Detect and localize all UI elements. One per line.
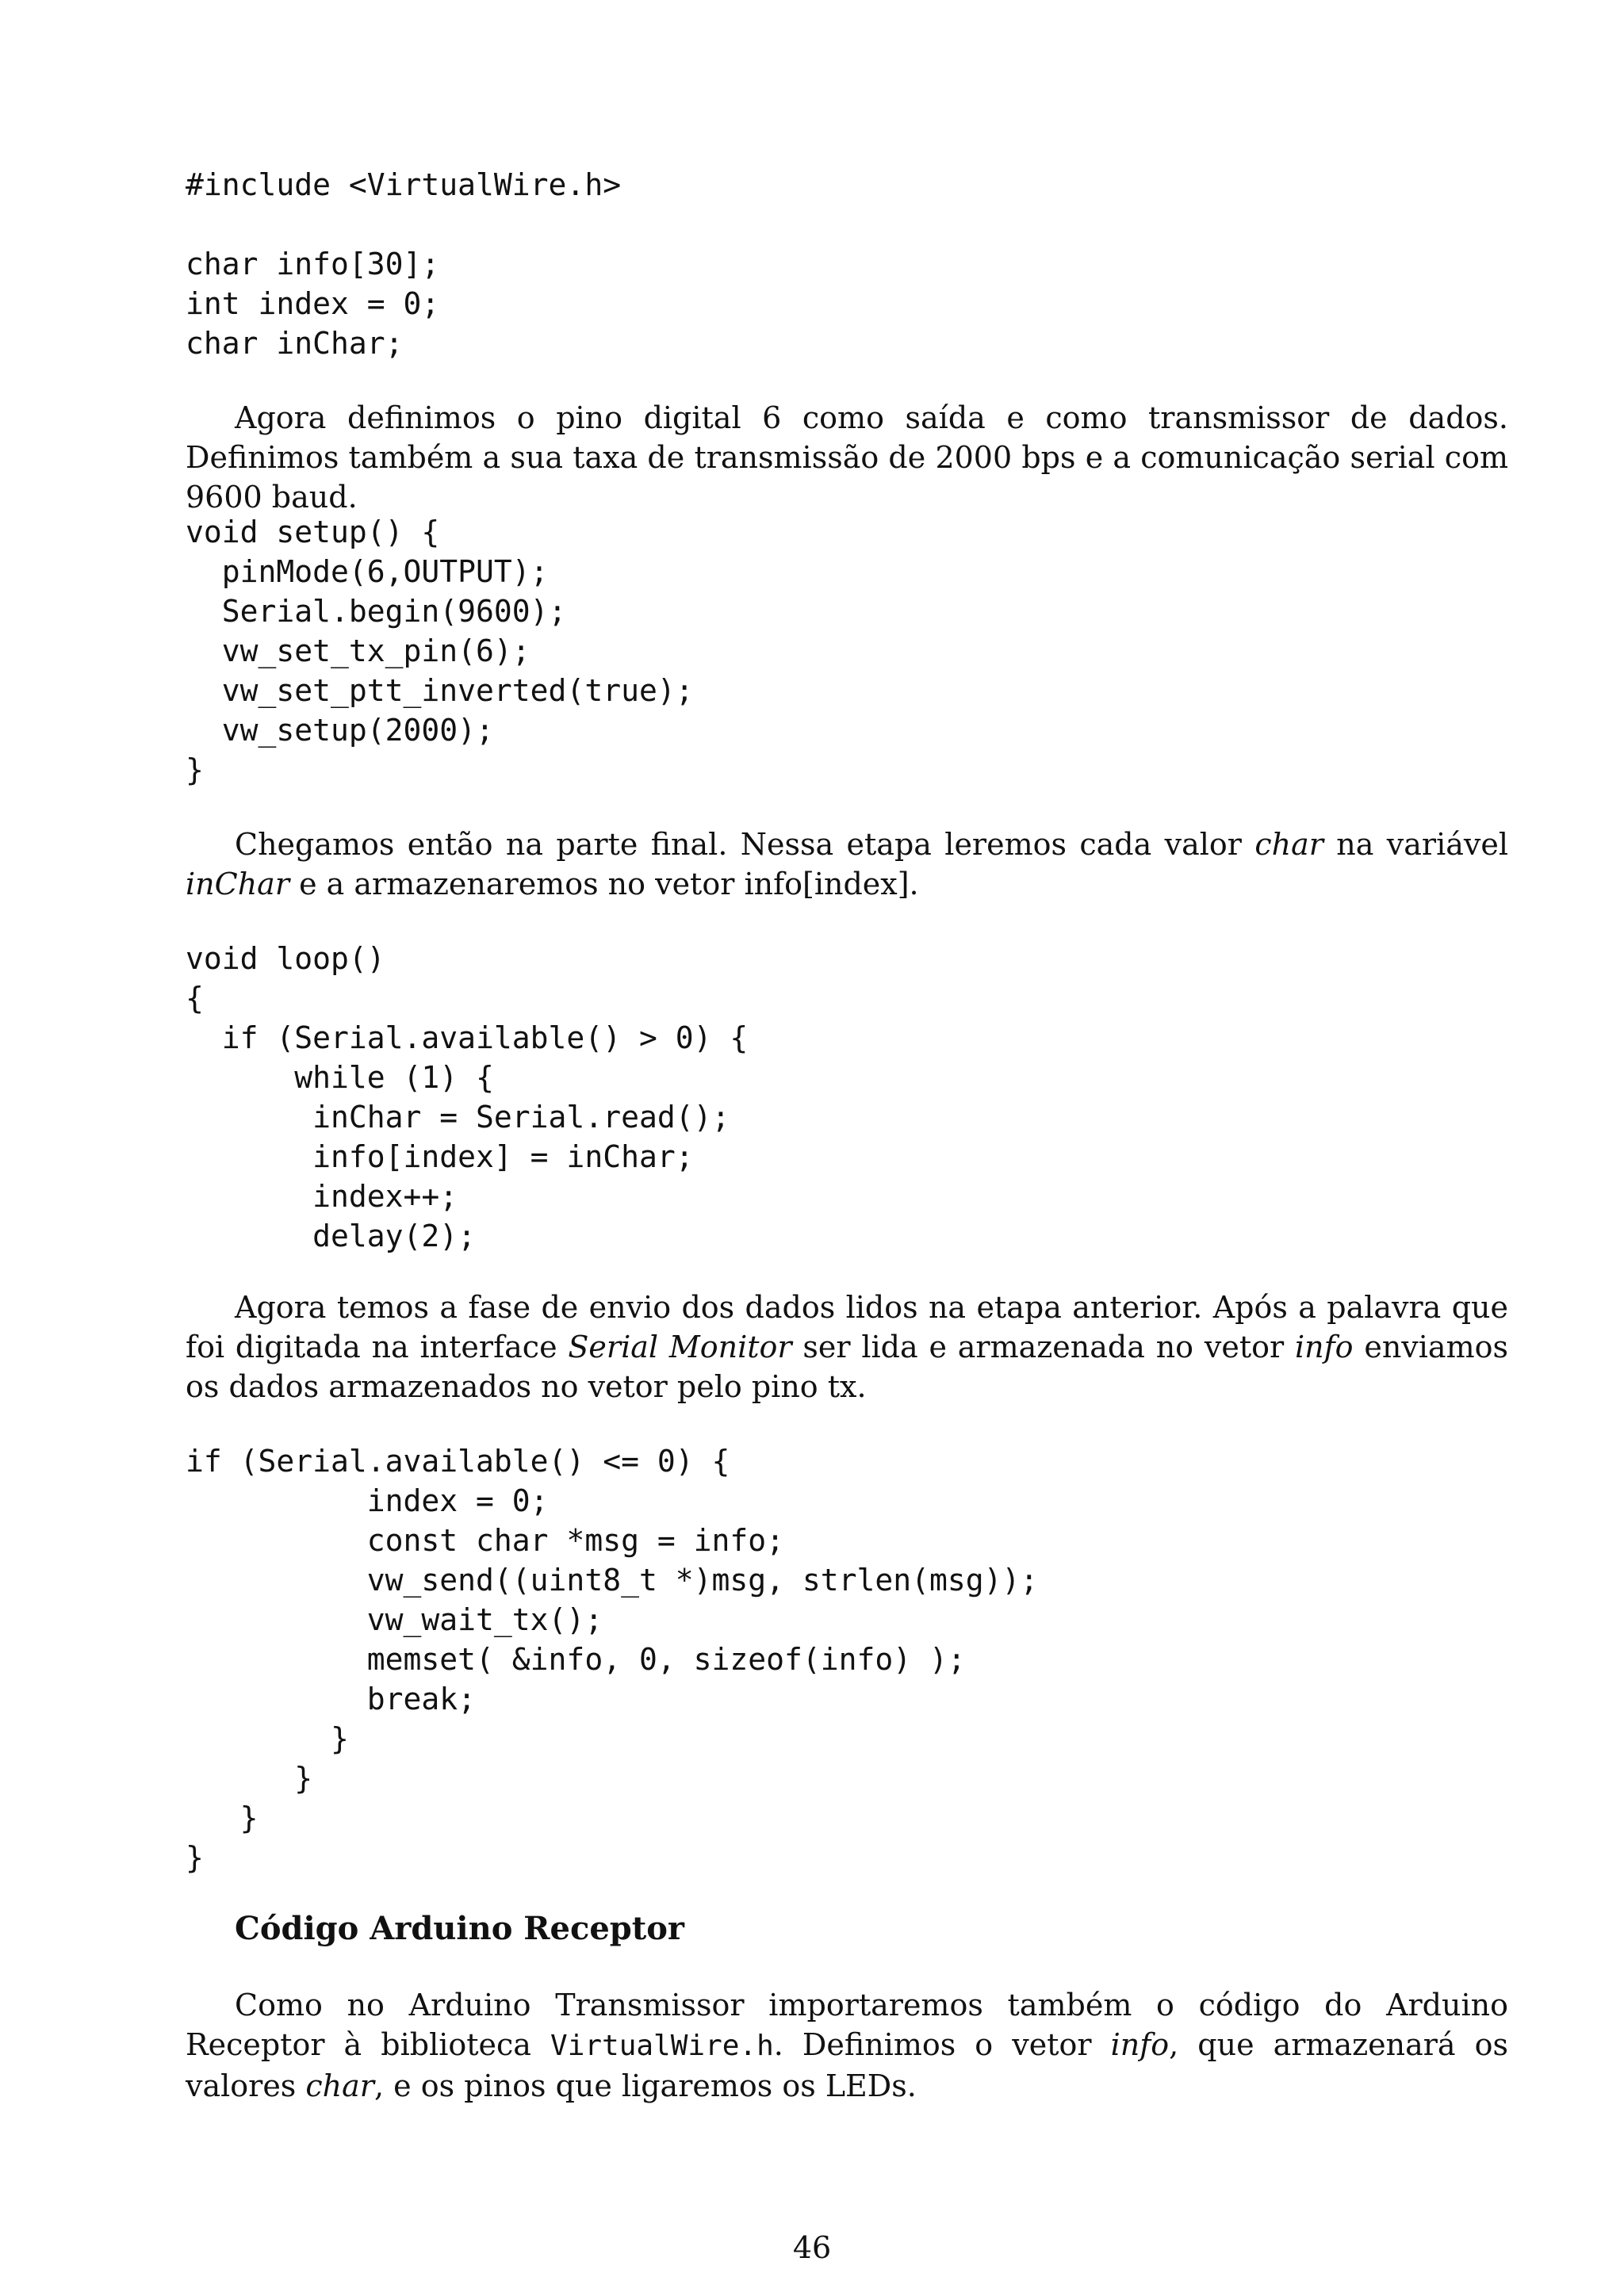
section-heading: Código Arduino Receptor (235, 1910, 684, 1947)
code-block-send: if (Serial.available() <= 0) { index = 0; const char *msg = info; vw_send((uint8_t *)msg, strlen(msg)); vw_wait_tx(); memset( &info, 0, sizeof(info) ); break; } } } } (186, 1444, 1039, 1875)
paragraph-text: Chegamos então na parte final. Nessa etapa leremos cada valor (235, 827, 1255, 862)
paragraph-text: Agora temos a fase de envio dos dados lidos na etapa anterior. Após a palavra que foi digitada na interface (186, 1290, 1508, 1364)
paragraph-text: . Definimos o vetor (773, 2027, 1111, 2062)
paragraph-text: enviamos os dados armazenados no vetor pelo pino tx. (186, 1330, 1508, 1404)
paragraph-text: e a armazenaremos no vetor info[index]. (289, 867, 919, 901)
paragraph-loop-intro (186, 825, 1508, 904)
emphasis-info: info (1110, 2027, 1170, 2062)
paragraph-text: , e os pinos que ligaremos os LEDs. (373, 2068, 917, 2103)
emphasis-char: char (1254, 827, 1323, 862)
emphasis-serial-monitor: Serial Monitor (568, 1330, 792, 1364)
code-block-loop: void loop() { if (Serial.available() > 0) { while (1) { inChar = Serial.read(); info[index] = inChar; index++; delay(2); (186, 941, 749, 1253)
paragraph-text: ser lida e armazenada no vetor (791, 1330, 1295, 1364)
code-block-globals: #include <VirtualWire.h> char info[30]; int index = 0; char inChar; (186, 167, 622, 361)
emphasis-char: char (305, 2068, 374, 2103)
inline-code-library: VirtualWire.h (550, 2030, 774, 2062)
code-block-setup: void setup() { pinMode(6,OUTPUT); Serial.begin(9600); vw_set_tx_pin(6); vw_set_ptt_inverted(true); vw_setup(2000); } (186, 515, 694, 787)
emphasis-info: info (1294, 1330, 1354, 1364)
page-number: 46 (792, 2230, 832, 2265)
paragraph-text: , que armazenará os valores (186, 2027, 1509, 2103)
emphasis-inchar: inChar (186, 867, 289, 901)
paragraph-setup-intro: Agora definimos o pino digital 6 como saída e como transmissor de dados. Definimos também a sua taxa de transmissão de 2000 bps e a comunicação serial com 9600 baud. (186, 400, 1508, 515)
paragraph-send-intro (186, 1288, 1508, 1406)
paragraph-receptor-intro (186, 1985, 1508, 2106)
paragraph-text: na variável (1323, 827, 1508, 862)
paragraph-text: Como no Arduino Transmissor importaremos também o código do Arduino Receptor à biblioteca (186, 1988, 1508, 2062)
